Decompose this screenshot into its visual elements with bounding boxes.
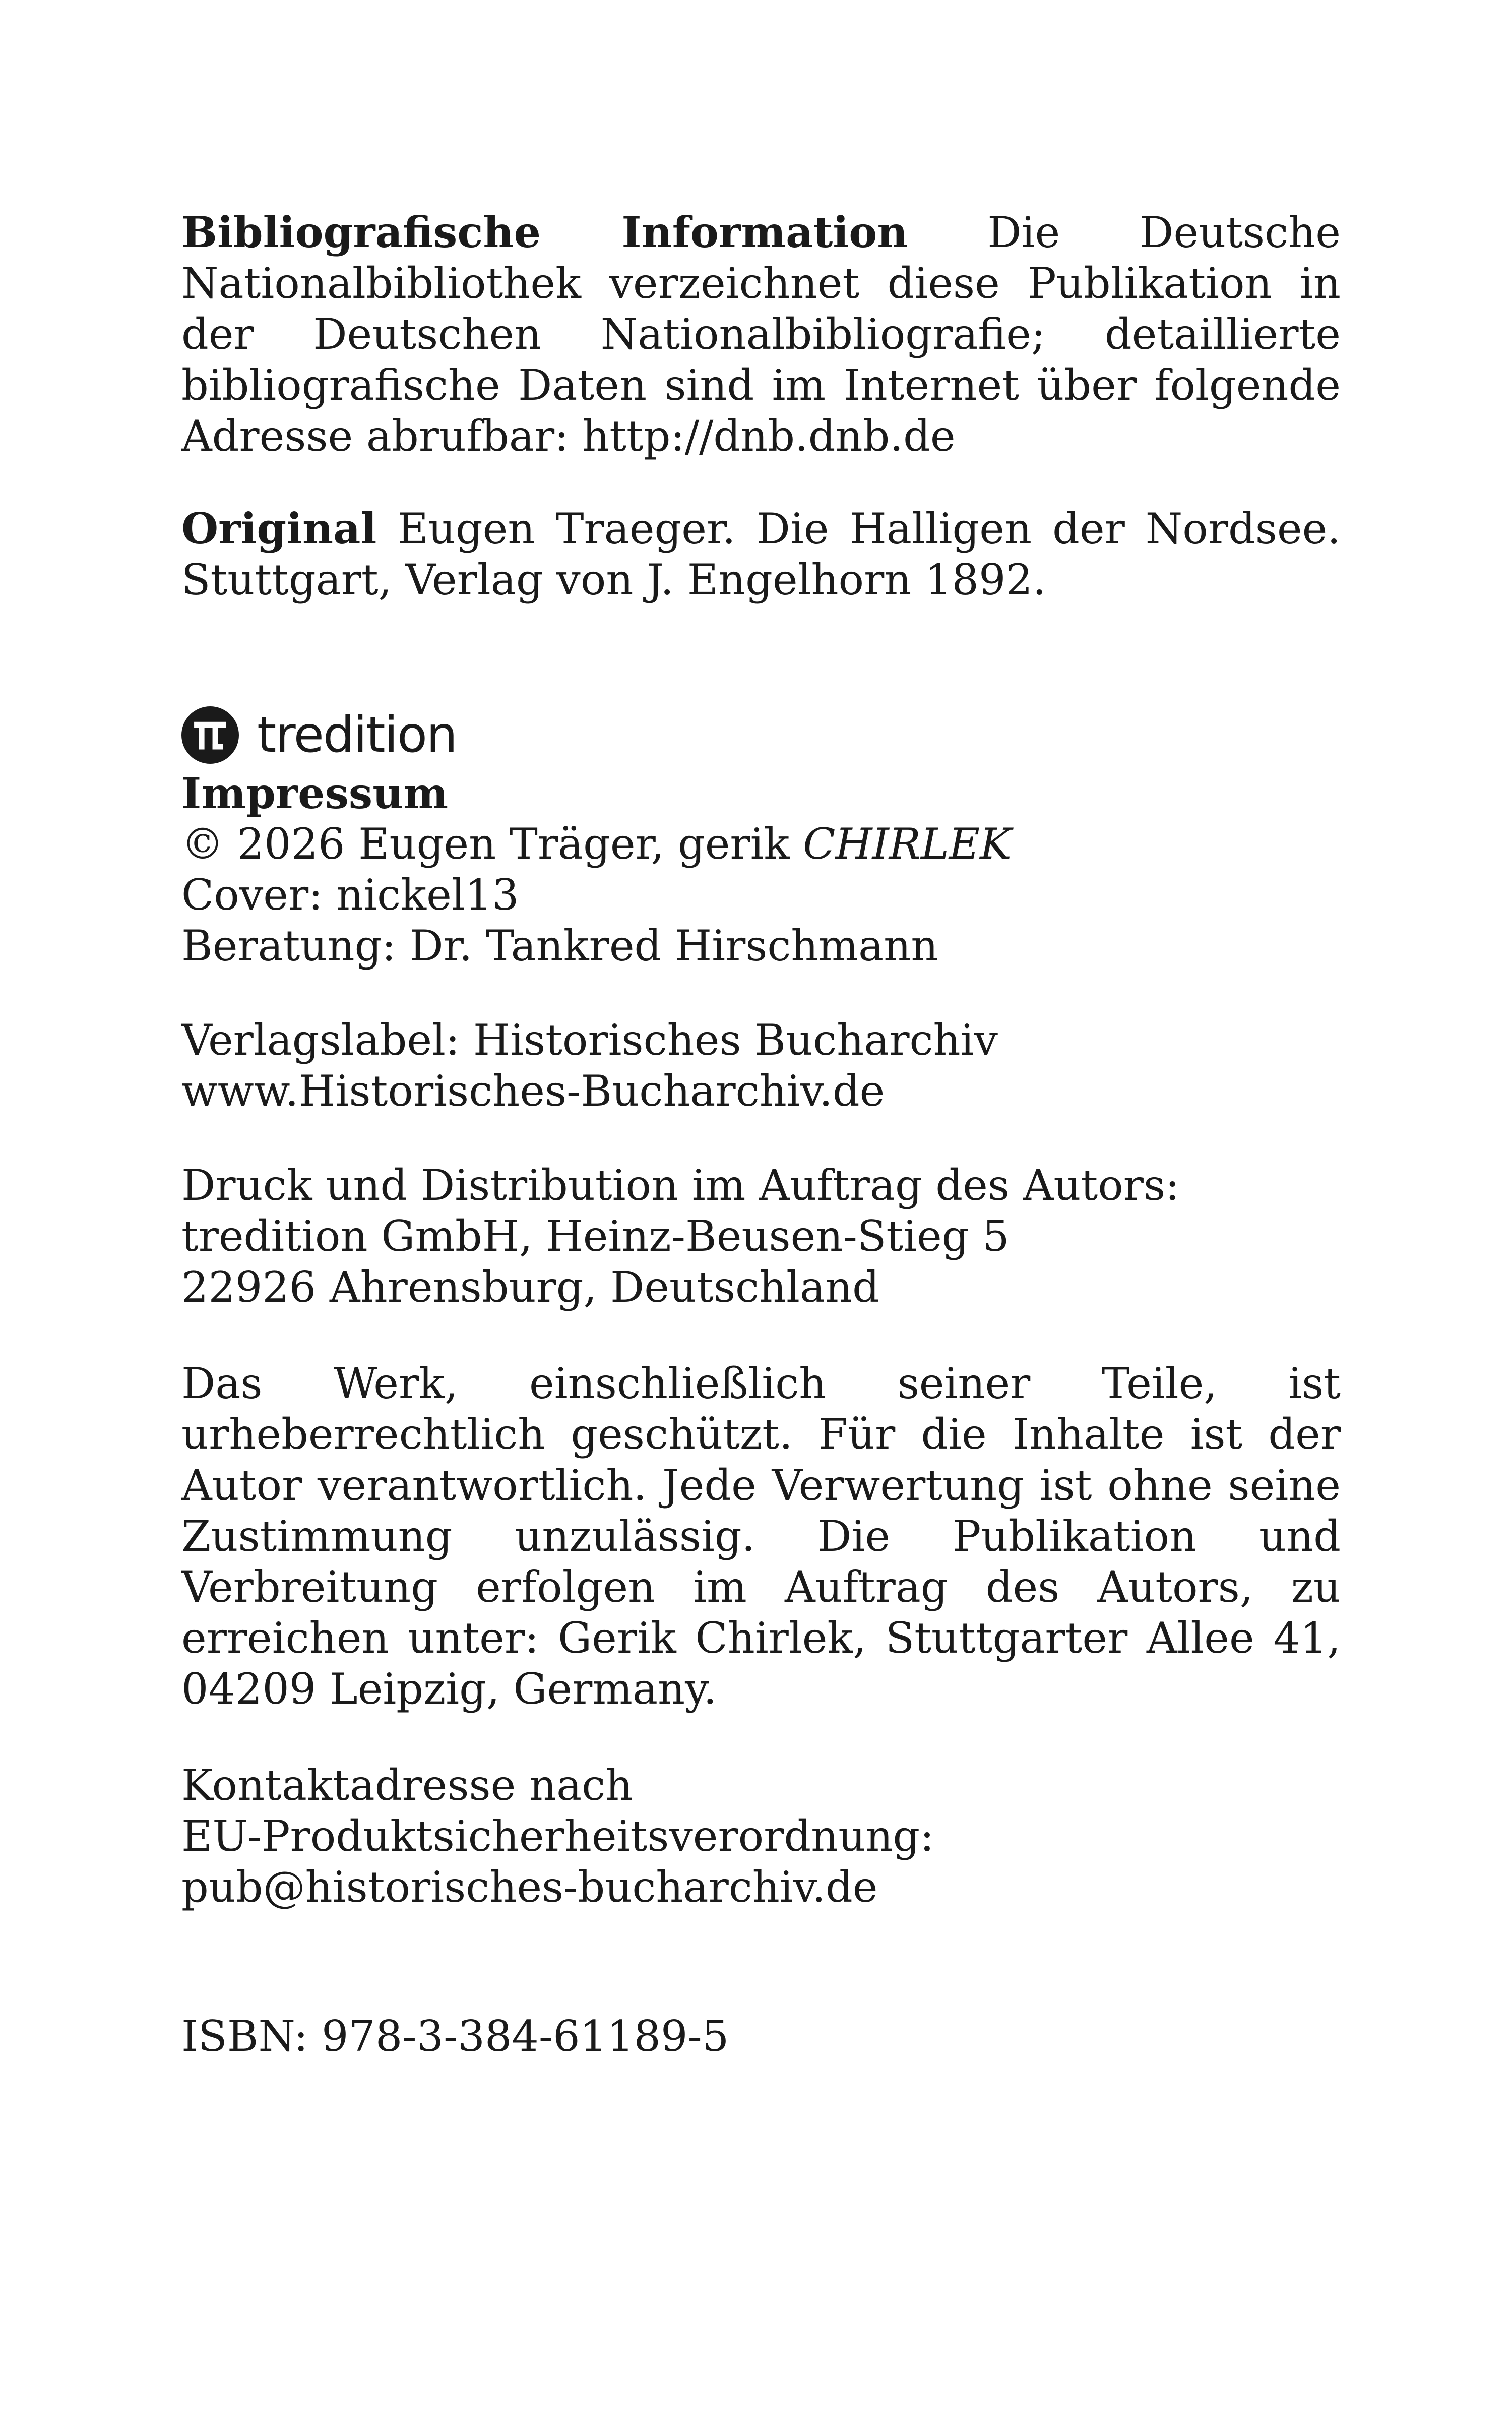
cover-credit: Cover: nickel13 (181, 870, 519, 920)
impressum-heading: Impressum (181, 768, 449, 818)
impressum-section (181, 768, 1341, 972)
contact-line-2: EU-Produktsicherheitsverordnung: (181, 1811, 934, 1861)
copyright-line (181, 819, 1341, 870)
publisher-label-section (181, 1015, 1341, 1117)
publisher-logo (181, 702, 1341, 768)
publisher-website: www.Historisches-Bucharchiv.de (181, 1066, 885, 1116)
contact-section (181, 1760, 1341, 1913)
original-text: Eugen Traeger. Die Halligen der Nordsee. Stuttgart, Verlag von J. Engelhorn 1892. (181, 504, 1341, 604)
bibliographic-information (181, 207, 1341, 462)
copyright-name: CHIRLEK (803, 819, 1012, 869)
printing-line-3: 22926 Ahrensburg, Deutschland (181, 1262, 879, 1312)
printing-line-1: Druck und Distribution im Auftrag des Autors: (181, 1161, 1180, 1210)
printing-section (181, 1160, 1341, 1313)
tredition-wordmark: tredition (257, 706, 457, 764)
copyright-notice: Das Werk, einschließlich seiner Teile, ist urheberrechtlich geschützt. Für die Inhalte ist der Autor verantwortlich. Jede Verwertung ist ohne seine Zustimmung unzulässig. Die Publikation und Verbreitung erfolgen im Auftrag des Autors, zu erreichen unter: Gerik Chirlek, Stuttgarter Allee 41, 04209 Leipzig, Germany. (181, 1359, 1341, 1714)
copyright-prefix: © 2026 Eugen Träger, gerik (181, 819, 803, 869)
isbn-section (181, 2011, 1341, 2062)
original-source (181, 503, 1341, 606)
original-label: Original (181, 504, 377, 554)
bibliographic-label: Bibliografische Information (181, 207, 908, 257)
tredition-logo-icon (181, 706, 239, 764)
consulting-credit: Beratung: Dr. Tankred Hirschmann (181, 921, 938, 971)
isbn: ISBN: 978-3-384-61189-5 (181, 2012, 729, 2061)
printing-line-2: tredition GmbH, Heinz-Beusen-Stieg 5 (181, 1212, 1010, 1261)
contact-email: pub@historisches-bucharchiv.de (181, 1862, 878, 1912)
publisher-label: Verlagslabel: Historisches Bucharchiv (181, 1015, 998, 1065)
imprint-page (181, 207, 1341, 2062)
contact-line-1: Kontaktadresse nach (181, 1761, 633, 1810)
bibliographic-text: Die Deutsche Nationalbibliothek verzeichnet diese Publikation in der Deutschen Nationalbibliografie; detaillierte bibliografische Daten sind im Internet über folgende Adresse abrufbar: http://dnb.dnb.de (181, 208, 1341, 461)
